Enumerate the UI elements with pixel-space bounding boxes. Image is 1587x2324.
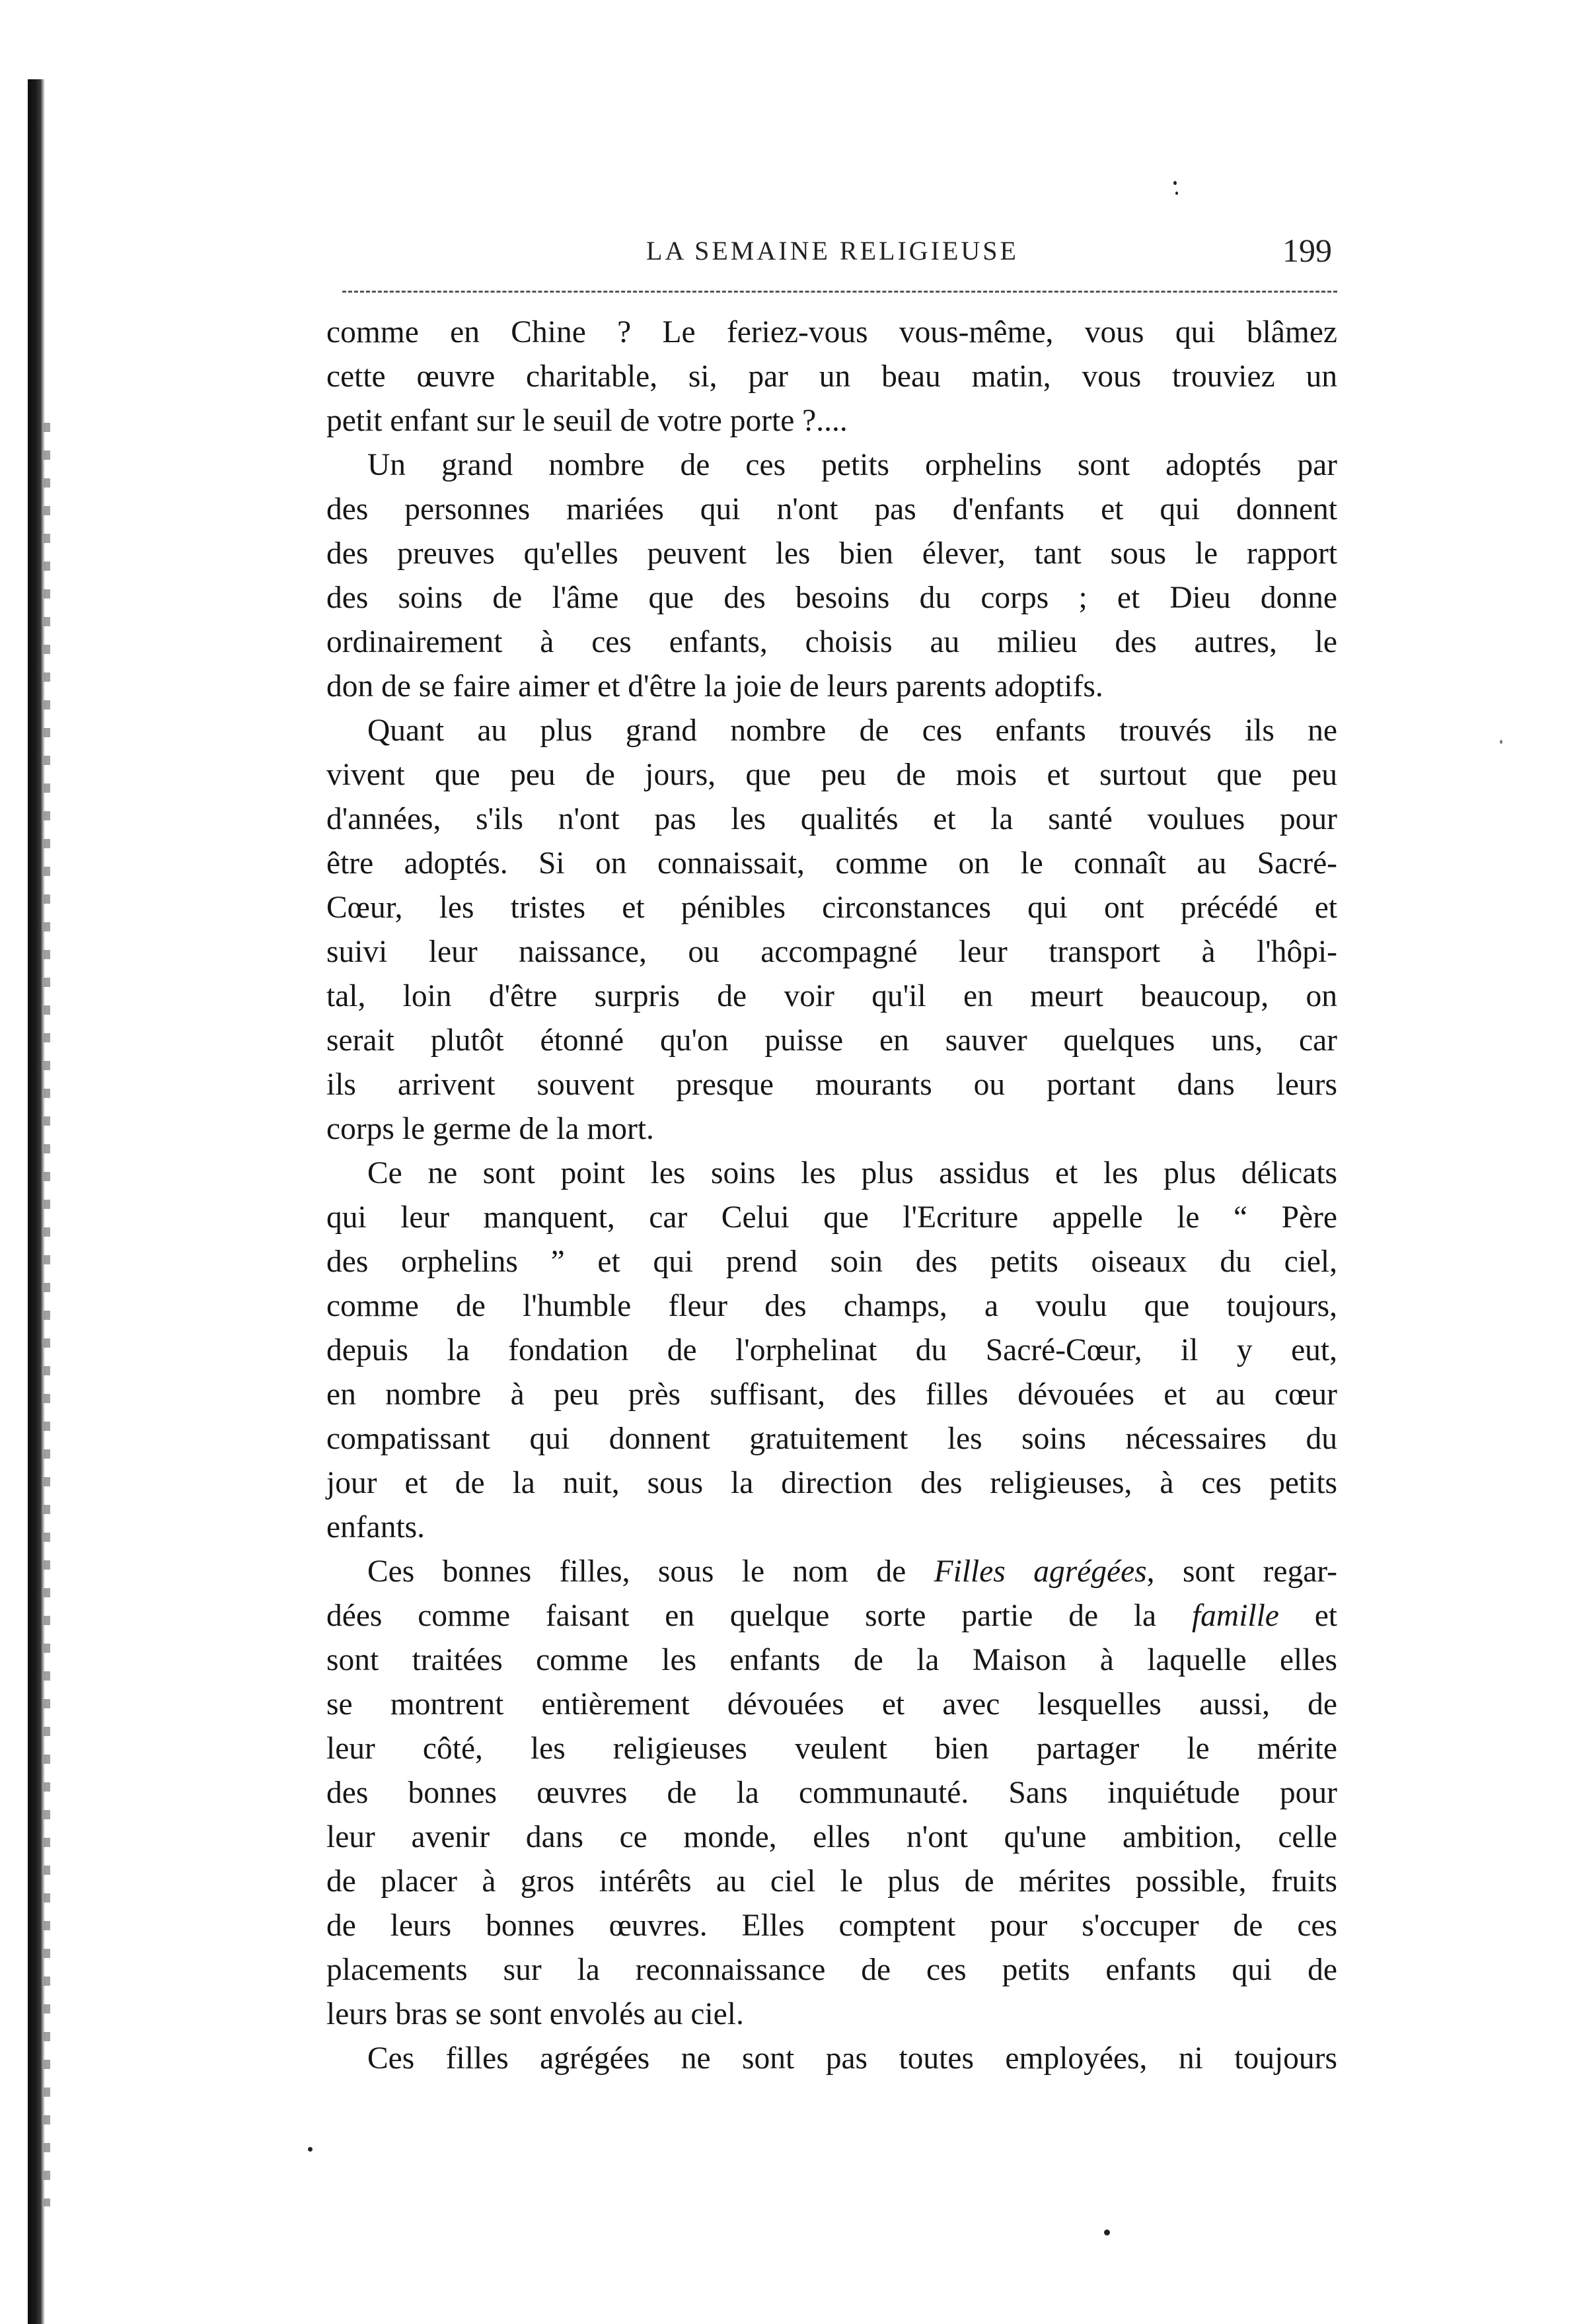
text-line bbox=[326, 753, 1337, 797]
line-text: leur avenir dans ce monde, elles n'ont qu'une ambition, celle bbox=[326, 1820, 1337, 1854]
line-text: ordinairement à ces enfants, choisis au milieu des autres, le bbox=[326, 625, 1337, 659]
line-text: sont traitées comme les enfants de la Maison à laquelle elles bbox=[326, 1643, 1337, 1677]
text-line bbox=[326, 532, 1337, 576]
line-text: comme en Chine ? Le feriez-vous vous-même, vous qui blâmez bbox=[326, 315, 1337, 349]
line-text: Ce ne sont point les soins les plus assidus et les plus délicats bbox=[367, 1156, 1337, 1190]
text-line bbox=[326, 842, 1337, 886]
ink-speck bbox=[1175, 192, 1178, 195]
text-line bbox=[326, 1992, 1337, 2037]
line-text: des bonnes œuvres de la communauté. Sans inquiétude pour bbox=[326, 1776, 1337, 1810]
line-text: Ces bonnes filles, sous le nom de bbox=[367, 1554, 934, 1589]
line-text: leur côté, les religieuses veulent bien partager le mérite bbox=[326, 1731, 1337, 1766]
line-text: placements sur la reconnaissance de ces petits enfants qui de bbox=[326, 1953, 1337, 1987]
page-header bbox=[325, 231, 1340, 284]
italic-text: Filles agrégées bbox=[934, 1554, 1147, 1589]
line-text: leurs bras se sont envolés au ciel. bbox=[326, 1997, 744, 2031]
line-text: tal, loin d'être surpris de voir qu'il en meurt beaucoup, on bbox=[326, 979, 1337, 1013]
binding-shadow bbox=[28, 79, 45, 2324]
text-line bbox=[326, 1860, 1337, 1904]
text-line bbox=[326, 1328, 1337, 1373]
running-title: LA SEMAINE RELIGIEUSE bbox=[646, 236, 1019, 266]
line-text: suivi leur naissance, ou accompagné leur transport à l'hôpi- bbox=[326, 935, 1337, 969]
text-line bbox=[326, 1151, 1337, 1196]
text-line bbox=[326, 1550, 1337, 1594]
text-line bbox=[326, 930, 1337, 974]
text-line bbox=[326, 1594, 1337, 1638]
header-rule bbox=[342, 291, 1337, 293]
line-text: corps le germe de la mort. bbox=[326, 1112, 654, 1146]
line-text: jour et de la nuit, sous la direction des religieuses, à ces petits bbox=[326, 1466, 1337, 1500]
text-line bbox=[326, 709, 1337, 753]
text-line bbox=[326, 488, 1337, 532]
line-text: cette œuvre charitable, si, par un beau matin, vous trouviez un bbox=[326, 359, 1337, 394]
text-line bbox=[326, 1815, 1337, 1860]
text-line bbox=[326, 310, 1337, 355]
line-text: Cœur, les tristes et pénibles circonstances qui ont précédé et bbox=[326, 890, 1337, 925]
text-line bbox=[326, 1019, 1337, 1063]
text-line bbox=[326, 1727, 1337, 1771]
line-text: Ces filles agrégées ne sont pas toutes employées, ni toujours bbox=[367, 2041, 1337, 2076]
line-text: des preuves qu'elles peuvent les bien élever, tant sous le rapport bbox=[326, 536, 1337, 571]
text-line bbox=[326, 1461, 1337, 1506]
text-line bbox=[326, 620, 1337, 665]
text-line bbox=[326, 1904, 1337, 1948]
line-text: Quant au plus grand nombre de ces enfants trouvés ils ne bbox=[367, 713, 1337, 748]
text-line bbox=[326, 1240, 1337, 1284]
line-text: de leurs bonnes œuvres. Elles comptent pour s'occuper de ces bbox=[326, 1908, 1337, 1943]
line-text: comme de l'humble fleur des champs, a voulu que toujours, bbox=[326, 1289, 1337, 1323]
text-line bbox=[326, 1771, 1337, 1815]
line-text: don de se faire aimer et d'être la joie de leurs parents adoptifs. bbox=[326, 669, 1103, 704]
line-text: de placer à gros intérêts au ciel le plus de mérites possible, fruits bbox=[326, 1864, 1337, 1899]
text-line bbox=[326, 1107, 1337, 1151]
page-number: 199 bbox=[1282, 232, 1332, 269]
line-text: compatissant qui donnent gratuitement les soins nécessaires du bbox=[326, 1422, 1337, 1456]
text-line bbox=[326, 1506, 1337, 1550]
text-line bbox=[326, 1284, 1337, 1328]
line-text: dées comme faisant en quelque sorte partie de la bbox=[326, 1599, 1192, 1633]
italic-text: famille bbox=[1191, 1599, 1279, 1633]
line-text: qui leur manquent, car Celui que l'Ecriture appelle le “ Père bbox=[326, 1200, 1337, 1235]
ink-speck bbox=[1104, 2230, 1110, 2235]
line-text: petit enfant sur le seuil de votre porte ?.... bbox=[326, 404, 848, 438]
text-line bbox=[326, 974, 1337, 1019]
text-line bbox=[326, 443, 1337, 488]
text-line bbox=[326, 1417, 1337, 1461]
line-text: en nombre à peu près suffisant, des filles dévouées et au cœur bbox=[326, 1377, 1337, 1412]
text-line bbox=[326, 2037, 1337, 2081]
line-text: , sont regar- bbox=[1146, 1554, 1337, 1589]
line-text: vivent que peu de jours, que peu de mois et surtout que peu bbox=[326, 758, 1337, 792]
line-text: serait plutôt étonné qu'on puisse en sauver quelques uns, car bbox=[326, 1023, 1337, 1058]
text-line bbox=[326, 886, 1337, 930]
text-line bbox=[326, 665, 1337, 709]
line-text: d'années, s'ils n'ont pas les qualités et la santé voulues pour bbox=[326, 802, 1337, 836]
line-text: et bbox=[1278, 1599, 1338, 1633]
text-line bbox=[326, 1063, 1337, 1107]
text-line bbox=[326, 1638, 1337, 1683]
line-text: depuis la fondation de l'orphelinat du Sacré-Cœur, il y eut, bbox=[326, 1333, 1337, 1367]
ink-speck bbox=[1500, 740, 1502, 744]
line-text: des orphelins ” et qui prend soin des petits oiseaux du ciel, bbox=[326, 1245, 1337, 1279]
line-text: des personnes mariées qui n'ont pas d'enfants et qui donnent bbox=[326, 492, 1337, 527]
line-text: ils arrivent souvent presque mourants ou portant dans leurs bbox=[326, 1068, 1337, 1102]
page-body bbox=[326, 310, 1337, 2081]
ink-speck bbox=[308, 2147, 313, 2152]
ink-speck bbox=[1173, 181, 1177, 185]
line-text: être adoptés. Si on connaissait, comme on le connaît au Sacré- bbox=[326, 846, 1337, 881]
text-line bbox=[326, 1373, 1337, 1417]
binding-shadow-texture bbox=[44, 423, 50, 2206]
text-line bbox=[326, 1948, 1337, 1992]
text-line bbox=[326, 576, 1337, 620]
text-line bbox=[326, 1683, 1337, 1727]
line-text: enfants. bbox=[326, 1510, 425, 1544]
text-line bbox=[326, 399, 1337, 443]
line-text: Un grand nombre de ces petits orphelins sont adoptés par bbox=[367, 448, 1337, 482]
text-line bbox=[326, 1196, 1337, 1240]
text-line bbox=[326, 355, 1337, 399]
text-line bbox=[326, 797, 1337, 842]
line-text: se montrent entièrement dévouées et avec lesquelles aussi, de bbox=[326, 1687, 1337, 1722]
line-text: des soins de l'âme que des besoins du corps ; et Dieu donne bbox=[326, 581, 1337, 615]
